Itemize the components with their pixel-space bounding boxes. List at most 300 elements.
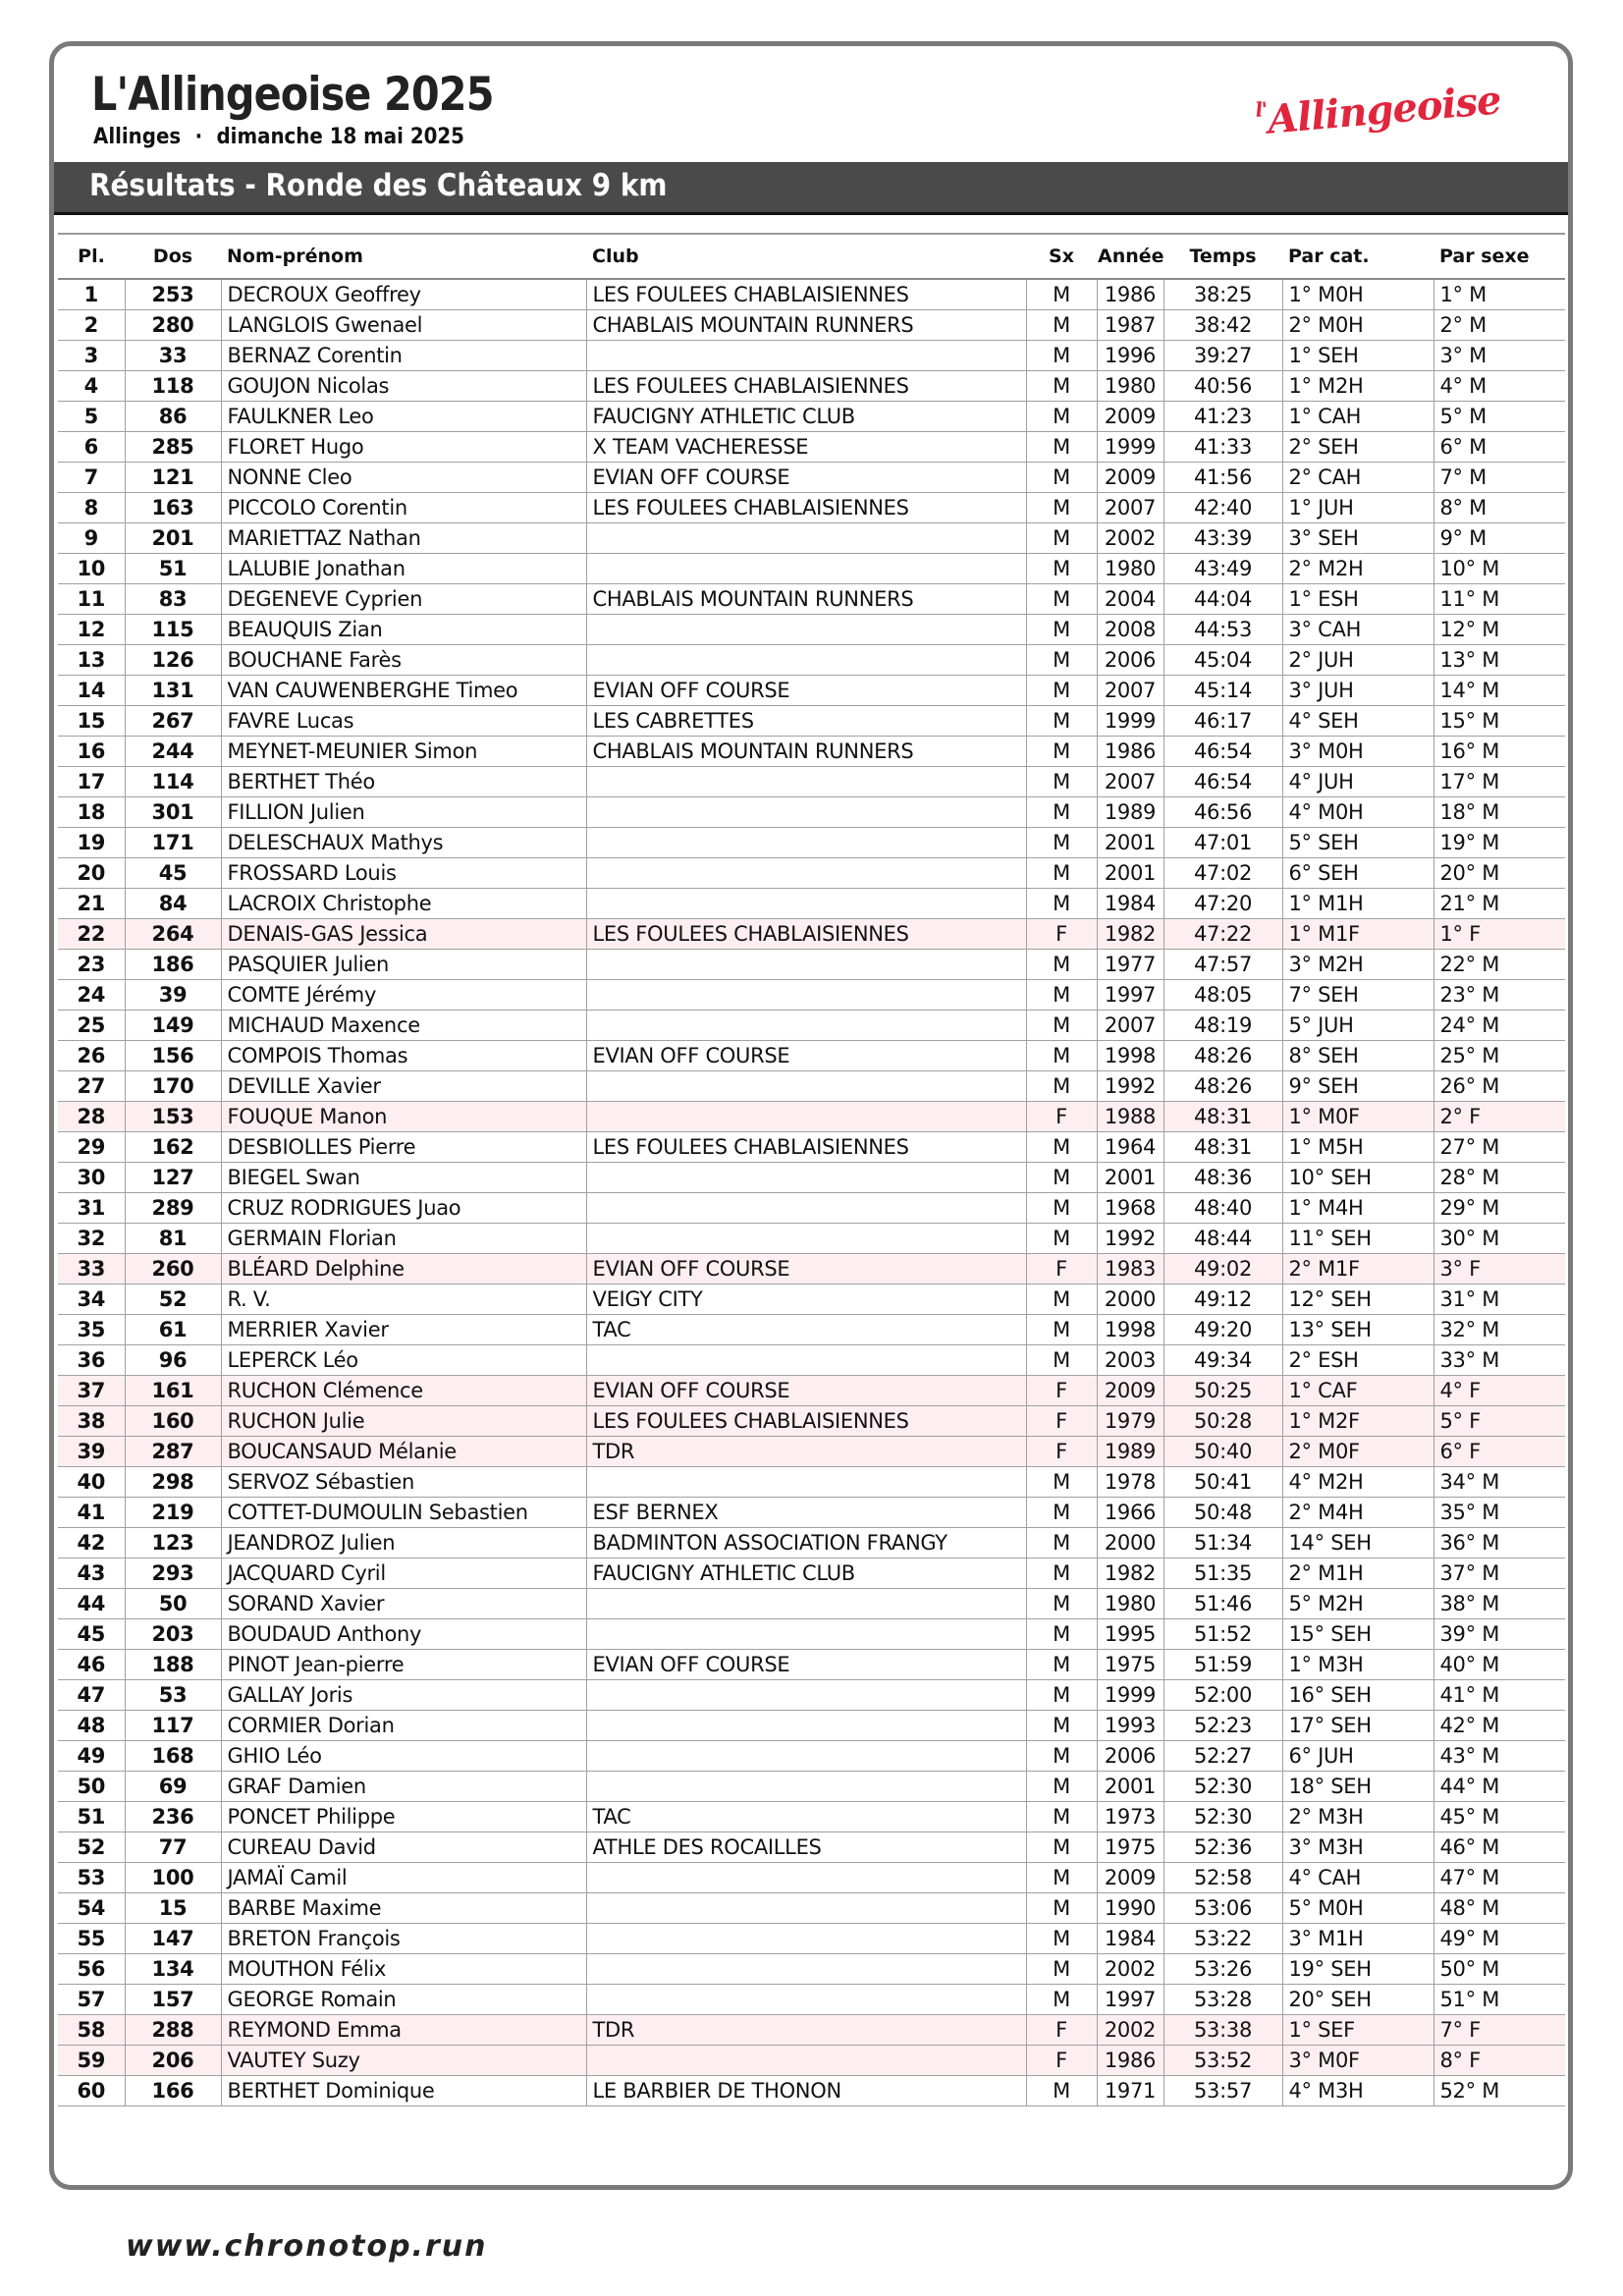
- cell-sex-rank: 39° M: [1434, 1618, 1565, 1649]
- cell-club: ATHLE DES ROCAILLES: [586, 1831, 1026, 1862]
- table-row: [58, 1953, 1565, 1984]
- cell-sex: M: [1026, 1527, 1097, 1558]
- table-row: [58, 796, 1565, 827]
- cell-time: 52:30: [1163, 1771, 1282, 1801]
- cell-place: 56: [58, 1953, 125, 1984]
- table-row: [58, 1588, 1565, 1618]
- cell-name: BRETON François: [221, 1923, 586, 1953]
- table-row: [58, 340, 1565, 370]
- table-row: [58, 1010, 1565, 1040]
- cell-club: ESF BERNEX: [586, 1497, 1026, 1527]
- cell-bib: 260: [125, 1253, 221, 1284]
- cell-category-rank: 14° SEH: [1282, 1527, 1434, 1558]
- cell-name: LACROIX Christophe: [221, 888, 586, 918]
- cell-bib: 166: [125, 2075, 221, 2105]
- cell-time: 44:04: [1163, 583, 1282, 614]
- cell-name: DESBIOLLES Pierre: [221, 1131, 586, 1162]
- cell-bib: 45: [125, 857, 221, 888]
- cell-bib: 84: [125, 888, 221, 918]
- cell-sex: M: [1026, 1862, 1097, 1892]
- cell-sex-rank: 1° M: [1434, 279, 1565, 309]
- cell-category-rank: 4° CAH: [1282, 1862, 1434, 1892]
- cell-time: 45:04: [1163, 644, 1282, 675]
- race-title: Résultats - Ronde des Châteaux 9 km: [89, 168, 668, 203]
- column-header-place: Pl.: [58, 234, 125, 279]
- cell-place: 16: [58, 736, 125, 766]
- cell-sex: F: [1026, 2014, 1097, 2045]
- cell-bib: 50: [125, 1588, 221, 1618]
- cell-time: 43:39: [1163, 522, 1282, 553]
- cell-place: 9: [58, 522, 125, 553]
- cell-sex: M: [1026, 1162, 1097, 1192]
- cell-place: 39: [58, 1436, 125, 1466]
- cell-sex-rank: 17° M: [1434, 766, 1565, 796]
- column-header-category-rank: Par cat.: [1282, 234, 1434, 279]
- cell-year: 2007: [1097, 1010, 1163, 1040]
- cell-sex-rank: 30° M: [1434, 1223, 1565, 1253]
- cell-sex-rank: 12° M: [1434, 614, 1565, 644]
- cell-place: 1: [58, 279, 125, 309]
- cell-sex-rank: 6° M: [1434, 431, 1565, 462]
- cell-year: 2002: [1097, 2014, 1163, 2045]
- cell-club: [586, 1953, 1026, 1984]
- cell-sex: M: [1026, 736, 1097, 766]
- cell-club: [586, 827, 1026, 857]
- cell-place: 35: [58, 1314, 125, 1344]
- cell-sex-rank: 43° M: [1434, 1740, 1565, 1771]
- cell-sex: M: [1026, 1010, 1097, 1040]
- cell-club: [586, 1192, 1026, 1223]
- cell-time: 38:42: [1163, 309, 1282, 340]
- cell-category-rank: 1° M4H: [1282, 1192, 1434, 1223]
- cell-club: [586, 1892, 1026, 1923]
- cell-category-rank: 7° SEH: [1282, 979, 1434, 1010]
- cell-sex-rank: 2° F: [1434, 1101, 1565, 1131]
- table-row: [58, 2045, 1565, 2075]
- cell-sex: F: [1026, 2045, 1097, 2075]
- cell-club: EVIAN OFF COURSE: [586, 1040, 1026, 1070]
- table-row: [58, 1923, 1565, 1953]
- table-row: [58, 431, 1565, 462]
- cell-time: 50:40: [1163, 1436, 1282, 1466]
- cell-year: 1997: [1097, 1984, 1163, 2014]
- table-row: [58, 766, 1565, 796]
- cell-sex-rank: 10° M: [1434, 553, 1565, 583]
- cell-name: FAVRE Lucas: [221, 705, 586, 736]
- results-table: [58, 233, 1565, 2106]
- cell-club: [586, 1984, 1026, 2014]
- cell-sex-rank: 23° M: [1434, 979, 1565, 1010]
- results-body: [58, 279, 1565, 2105]
- cell-time: 47:02: [1163, 857, 1282, 888]
- table-row: [58, 1771, 1565, 1801]
- cell-bib: 161: [125, 1375, 221, 1405]
- cell-name: JEANDROZ Julien: [221, 1527, 586, 1558]
- table-row: [58, 309, 1565, 340]
- cell-time: 48:40: [1163, 1192, 1282, 1223]
- cell-place: 49: [58, 1740, 125, 1771]
- cell-category-rank: 2° M0F: [1282, 1436, 1434, 1466]
- cell-year: 1993: [1097, 1710, 1163, 1740]
- cell-club: [586, 1679, 1026, 1710]
- cell-name: COMPOIS Thomas: [221, 1040, 586, 1070]
- cell-sex-rank: 22° M: [1434, 949, 1565, 979]
- cell-name: BEAUQUIS Zian: [221, 614, 586, 644]
- cell-bib: 118: [125, 370, 221, 401]
- cell-name: BARBE Maxime: [221, 1892, 586, 1923]
- table-row: [58, 1284, 1565, 1314]
- cell-time: 46:17: [1163, 705, 1282, 736]
- cell-sex-rank: 34° M: [1434, 1466, 1565, 1497]
- cell-place: 2: [58, 309, 125, 340]
- cell-sex: M: [1026, 1771, 1097, 1801]
- logo-prefix: l': [1254, 96, 1269, 122]
- table-row: [58, 2075, 1565, 2105]
- cell-time: 46:54: [1163, 736, 1282, 766]
- cell-club: [586, 340, 1026, 370]
- cell-place: 30: [58, 1162, 125, 1192]
- cell-category-rank: 5° JUH: [1282, 1010, 1434, 1040]
- cell-place: 60: [58, 2075, 125, 2105]
- table-row: [58, 827, 1565, 857]
- cell-sex-rank: 9° M: [1434, 522, 1565, 553]
- cell-category-rank: 3° M2H: [1282, 949, 1434, 979]
- cell-time: 50:28: [1163, 1405, 1282, 1436]
- cell-name: R. V.: [221, 1284, 586, 1314]
- cell-club: [586, 2045, 1026, 2075]
- table-row: [58, 1558, 1565, 1588]
- table-row: [58, 522, 1565, 553]
- table-row: [58, 492, 1565, 522]
- cell-club: [586, 522, 1026, 553]
- cell-sex: M: [1026, 827, 1097, 857]
- table-row: [58, 705, 1565, 736]
- cell-year: 2001: [1097, 857, 1163, 888]
- cell-bib: 121: [125, 462, 221, 492]
- column-header-sex: Sx: [1026, 234, 1097, 279]
- table-row: [58, 1162, 1565, 1192]
- cell-year: 1982: [1097, 918, 1163, 949]
- cell-place: 10: [58, 553, 125, 583]
- cell-name: GERMAIN Florian: [221, 1223, 586, 1253]
- cell-category-rank: 12° SEH: [1282, 1284, 1434, 1314]
- cell-bib: 236: [125, 1801, 221, 1831]
- cell-time: 48:44: [1163, 1223, 1282, 1253]
- cell-year: 2002: [1097, 1953, 1163, 1984]
- table-row: [58, 736, 1565, 766]
- cell-club: CHABLAIS MOUNTAIN RUNNERS: [586, 736, 1026, 766]
- event-subtitle: [93, 125, 464, 149]
- cell-time: 48:05: [1163, 979, 1282, 1010]
- cell-place: 54: [58, 1892, 125, 1923]
- cell-year: 1971: [1097, 2075, 1163, 2105]
- cell-sex: M: [1026, 1192, 1097, 1223]
- cell-sex: M: [1026, 1984, 1097, 2014]
- cell-bib: 163: [125, 492, 221, 522]
- cell-category-rank: 1° CAF: [1282, 1375, 1434, 1405]
- cell-club: [586, 644, 1026, 675]
- cell-year: 1975: [1097, 1831, 1163, 1862]
- cell-club: [586, 553, 1026, 583]
- cell-bib: 39: [125, 979, 221, 1010]
- cell-time: 53:57: [1163, 2075, 1282, 2105]
- cell-name: CRUZ RODRIGUES Juao: [221, 1192, 586, 1223]
- cell-name: BOUCANSAUD Mélanie: [221, 1436, 586, 1466]
- cell-year: 2009: [1097, 1375, 1163, 1405]
- cell-year: 1964: [1097, 1131, 1163, 1162]
- cell-bib: 51: [125, 553, 221, 583]
- cell-sex: M: [1026, 1558, 1097, 1588]
- cell-club: EVIAN OFF COURSE: [586, 675, 1026, 705]
- cell-time: 53:38: [1163, 2014, 1282, 2045]
- cell-name: MICHAUD Maxence: [221, 1010, 586, 1040]
- cell-name: VAN CAUWENBERGHE Timeo: [221, 675, 586, 705]
- table-row: [58, 1862, 1565, 1892]
- cell-category-rank: 1° SEF: [1282, 2014, 1434, 2045]
- cell-category-rank: 18° SEH: [1282, 1771, 1434, 1801]
- cell-place: 43: [58, 1558, 125, 1588]
- cell-sex: M: [1026, 614, 1097, 644]
- cell-sex-rank: 49° M: [1434, 1923, 1565, 1953]
- cell-place: 48: [58, 1710, 125, 1740]
- cell-category-rank: 1° M1H: [1282, 888, 1434, 918]
- cell-category-rank: 2° M1H: [1282, 1558, 1434, 1588]
- cell-sex-rank: 37° M: [1434, 1558, 1565, 1588]
- cell-time: 53:52: [1163, 2045, 1282, 2075]
- cell-place: 50: [58, 1771, 125, 1801]
- cell-category-rank: 2° M1F: [1282, 1253, 1434, 1284]
- cell-sex-rank: 24° M: [1434, 1010, 1565, 1040]
- table-row: [58, 1984, 1565, 2014]
- cell-name: PASQUIER Julien: [221, 949, 586, 979]
- cell-sex-rank: 5° F: [1434, 1405, 1565, 1436]
- cell-sex-rank: 4° M: [1434, 370, 1565, 401]
- cell-sex: M: [1026, 522, 1097, 553]
- cell-year: 1992: [1097, 1223, 1163, 1253]
- cell-bib: 301: [125, 796, 221, 827]
- cell-name: DENAIS-GAS Jessica: [221, 918, 586, 949]
- cell-sex: F: [1026, 1405, 1097, 1436]
- cell-category-rank: 2° CAH: [1282, 462, 1434, 492]
- cell-bib: 15: [125, 1892, 221, 1923]
- cell-year: 2004: [1097, 583, 1163, 614]
- cell-time: 47:22: [1163, 918, 1282, 949]
- cell-year: 1982: [1097, 1558, 1163, 1588]
- cell-sex: M: [1026, 1223, 1097, 1253]
- cell-bib: 201: [125, 522, 221, 553]
- cell-sex: M: [1026, 553, 1097, 583]
- cell-place: 21: [58, 888, 125, 918]
- cell-year: 1999: [1097, 1679, 1163, 1710]
- cell-category-rank: 6° JUH: [1282, 1740, 1434, 1771]
- cell-name: BOUDAUD Anthony: [221, 1618, 586, 1649]
- cell-name: CUREAU David: [221, 1831, 586, 1862]
- cell-time: 45:14: [1163, 675, 1282, 705]
- cell-sex: M: [1026, 1831, 1097, 1862]
- cell-category-rank: 1° ESH: [1282, 583, 1434, 614]
- cell-name: MEYNET-MEUNIER Simon: [221, 736, 586, 766]
- cell-time: 41:56: [1163, 462, 1282, 492]
- cell-bib: 264: [125, 918, 221, 949]
- cell-sex-rank: 27° M: [1434, 1131, 1565, 1162]
- cell-sex-rank: 16° M: [1434, 736, 1565, 766]
- cell-sex: M: [1026, 644, 1097, 675]
- cell-category-rank: 2° M4H: [1282, 1497, 1434, 1527]
- cell-year: 1980: [1097, 370, 1163, 401]
- cell-club: EVIAN OFF COURSE: [586, 1649, 1026, 1679]
- cell-sex: F: [1026, 1101, 1097, 1131]
- column-header-time: Temps: [1163, 234, 1282, 279]
- cell-year: 1986: [1097, 736, 1163, 766]
- cell-club: LES FOULEES CHABLAISIENNES: [586, 1405, 1026, 1436]
- cell-bib: 96: [125, 1344, 221, 1375]
- cell-time: 51:46: [1163, 1588, 1282, 1618]
- cell-sex: F: [1026, 1436, 1097, 1466]
- cell-place: 40: [58, 1466, 125, 1497]
- cell-category-rank: 2° M3H: [1282, 1801, 1434, 1831]
- cell-sex: M: [1026, 796, 1097, 827]
- cell-time: 53:06: [1163, 1892, 1282, 1923]
- table-row: [58, 1801, 1565, 1831]
- cell-time: 51:35: [1163, 1558, 1282, 1588]
- cell-year: 2000: [1097, 1527, 1163, 1558]
- cell-club: [586, 1070, 1026, 1101]
- cell-place: 53: [58, 1862, 125, 1892]
- cell-time: 53:26: [1163, 1953, 1282, 1984]
- cell-year: 2009: [1097, 1862, 1163, 1892]
- table-row: [58, 1436, 1565, 1466]
- cell-name: FLORET Hugo: [221, 431, 586, 462]
- cell-club: [586, 1162, 1026, 1192]
- logo-text: Allingeoise: [1266, 77, 1503, 143]
- website-footer: www.chronotop.run: [126, 2229, 488, 2264]
- cell-sex-rank: 11° M: [1434, 583, 1565, 614]
- table-row: [58, 949, 1565, 979]
- cell-bib: 157: [125, 1984, 221, 2014]
- table-row: [58, 401, 1565, 431]
- table-row: [58, 553, 1565, 583]
- table-row: [58, 1223, 1565, 1253]
- cell-category-rank: 1° M0H: [1282, 279, 1434, 309]
- cell-place: 32: [58, 1223, 125, 1253]
- event-location: Allinges: [93, 125, 182, 149]
- cell-place: 31: [58, 1192, 125, 1223]
- table-row: [58, 1253, 1565, 1284]
- cell-sex: M: [1026, 401, 1097, 431]
- cell-club: [586, 614, 1026, 644]
- table-row: [58, 918, 1565, 949]
- cell-sex: M: [1026, 1618, 1097, 1649]
- cell-bib: 253: [125, 279, 221, 309]
- cell-name: VAUTEY Suzy: [221, 2045, 586, 2075]
- cell-place: 26: [58, 1040, 125, 1070]
- cell-club: LES FOULEES CHABLAISIENNES: [586, 492, 1026, 522]
- cell-club: LES FOULEES CHABLAISIENNES: [586, 370, 1026, 401]
- cell-sex: M: [1026, 1344, 1097, 1375]
- cell-name: BIEGEL Swan: [221, 1162, 586, 1192]
- cell-name: MARIETTAZ Nathan: [221, 522, 586, 553]
- event-title: L'Allingeoise 2025: [91, 68, 494, 122]
- cell-year: 1990: [1097, 1892, 1163, 1923]
- cell-time: 48:26: [1163, 1070, 1282, 1101]
- cell-year: 1988: [1097, 1101, 1163, 1131]
- cell-name: REYMOND Emma: [221, 2014, 586, 2045]
- cell-bib: 77: [125, 1831, 221, 1862]
- cell-club: [586, 1344, 1026, 1375]
- cell-sex-rank: 31° M: [1434, 1284, 1565, 1314]
- cell-bib: 186: [125, 949, 221, 979]
- allingeoise-logo: [1255, 77, 1503, 144]
- cell-category-rank: 3° M3H: [1282, 1831, 1434, 1862]
- cell-club: VEIGY CITY: [586, 1284, 1026, 1314]
- cell-time: 50:41: [1163, 1466, 1282, 1497]
- table-row: [58, 462, 1565, 492]
- cell-time: 47:20: [1163, 888, 1282, 918]
- cell-category-rank: 3° SEH: [1282, 522, 1434, 553]
- cell-sex: M: [1026, 675, 1097, 705]
- cell-year: 1989: [1097, 1436, 1163, 1466]
- cell-bib: 219: [125, 1497, 221, 1527]
- table-row: [58, 1466, 1565, 1497]
- cell-sex-rank: 3° F: [1434, 1253, 1565, 1284]
- cell-category-rank: 5° SEH: [1282, 827, 1434, 857]
- cell-sex-rank: 45° M: [1434, 1801, 1565, 1831]
- cell-place: 13: [58, 644, 125, 675]
- cell-sex-rank: 40° M: [1434, 1649, 1565, 1679]
- cell-name: BOUCHANE Farès: [221, 644, 586, 675]
- cell-name: JACQUARD Cyril: [221, 1558, 586, 1588]
- table-row: [58, 1070, 1565, 1101]
- cell-bib: 134: [125, 1953, 221, 1984]
- cell-sex-rank: 8° F: [1434, 2045, 1565, 2075]
- cell-time: 52:27: [1163, 1740, 1282, 1771]
- cell-place: 4: [58, 370, 125, 401]
- cell-club: LES CABRETTES: [586, 705, 1026, 736]
- cell-sex-rank: 38° M: [1434, 1588, 1565, 1618]
- table-row: [58, 1344, 1565, 1375]
- cell-sex-rank: 7° M: [1434, 462, 1565, 492]
- cell-sex: M: [1026, 857, 1097, 888]
- cell-year: 1996: [1097, 340, 1163, 370]
- cell-place: 8: [58, 492, 125, 522]
- cell-year: 1999: [1097, 705, 1163, 736]
- cell-place: 41: [58, 1497, 125, 1527]
- cell-time: 46:56: [1163, 796, 1282, 827]
- event-date: dimanche 18 mai 2025: [216, 125, 464, 149]
- table-row: [58, 279, 1565, 309]
- table-row: [58, 1375, 1565, 1405]
- cell-place: 33: [58, 1253, 125, 1284]
- cell-time: 53:28: [1163, 1984, 1282, 2014]
- table-row: [58, 1405, 1565, 1436]
- cell-time: 48:19: [1163, 1010, 1282, 1040]
- cell-sex: F: [1026, 918, 1097, 949]
- cell-year: 1989: [1097, 796, 1163, 827]
- cell-sex: M: [1026, 705, 1097, 736]
- cell-time: 50:25: [1163, 1375, 1282, 1405]
- cell-bib: 168: [125, 1740, 221, 1771]
- cell-sex-rank: 3° M: [1434, 340, 1565, 370]
- cell-time: 40:56: [1163, 370, 1282, 401]
- cell-bib: 244: [125, 736, 221, 766]
- cell-year: 1992: [1097, 1070, 1163, 1101]
- cell-year: 1980: [1097, 553, 1163, 583]
- cell-category-rank: 3° CAH: [1282, 614, 1434, 644]
- cell-year: 1983: [1097, 1253, 1163, 1284]
- cell-club: BADMINTON ASSOCIATION FRANGY: [586, 1527, 1026, 1558]
- cell-bib: 170: [125, 1070, 221, 1101]
- cell-name: DEGENEVE Cyprien: [221, 583, 586, 614]
